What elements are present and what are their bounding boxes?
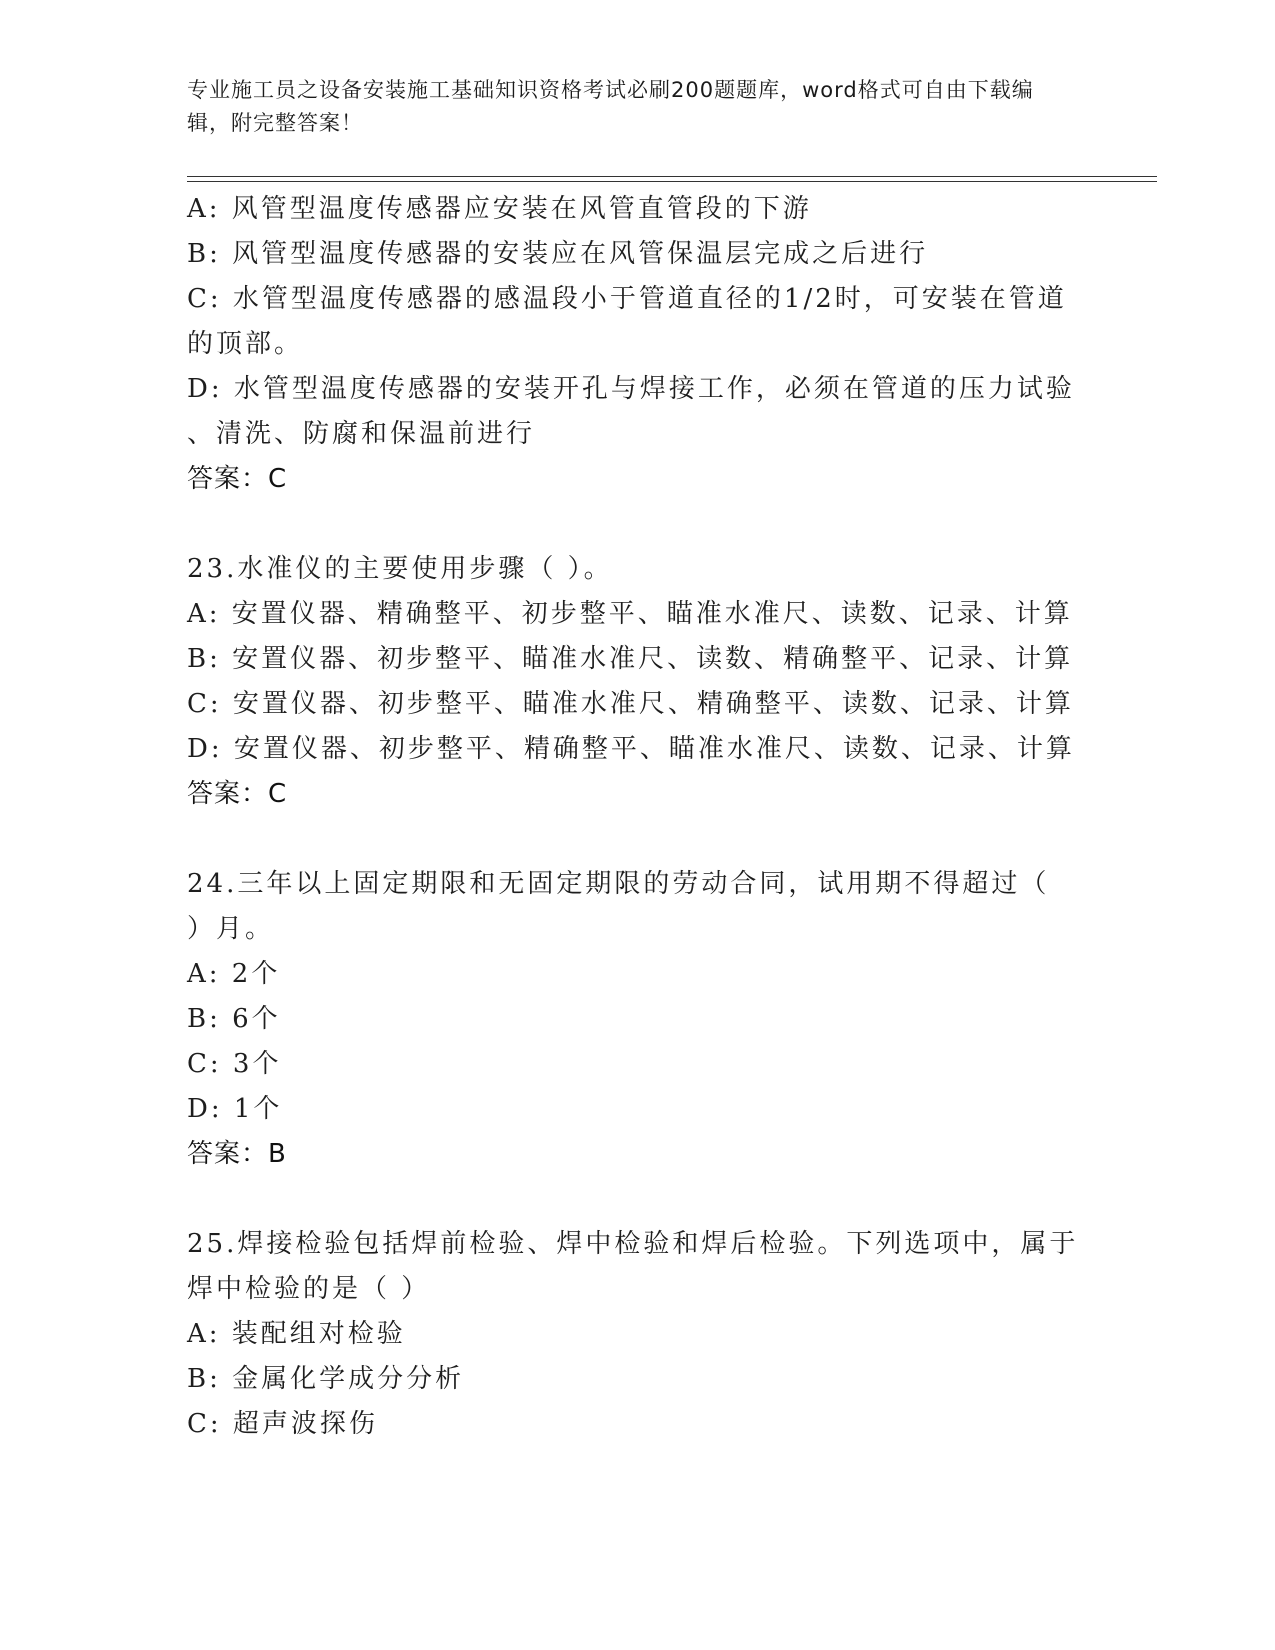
answer: 答案：C xyxy=(187,779,288,809)
question-25 xyxy=(187,1222,1087,1447)
question-text-continued: ）月。 xyxy=(187,914,275,944)
option-b: B: 安置仪器、初步整平、瞄准水准尺、读数、精确整平、记录、计算 xyxy=(187,644,1074,674)
question-24 xyxy=(187,862,1087,1177)
question-text: 23.水准仪的主要使用步骤（ ）。 xyxy=(187,554,613,584)
question-23 xyxy=(187,547,1087,817)
option-b: B: 风管型温度传感器的安装应在风管保温层完成之后进行 xyxy=(187,239,929,269)
question-text-continued: 焊中检验的是（ ） xyxy=(187,1274,431,1304)
option-b: B: 6个 xyxy=(187,1004,281,1034)
option-d: D: 安置仪器、初步整平、精确整平、瞄准水准尺、读数、记录、计算 xyxy=(187,734,1075,764)
question-text: 24.三年以上固定期限和无固定期限的劳动合同，试用期不得超过（ xyxy=(187,869,1050,899)
answer: 答案：B xyxy=(187,1139,287,1169)
document-title: 专业施工员之设备安装施工基础知识资格考试必刷200题题库，word格式可自由下载编辑，附完整答案！ xyxy=(187,78,1034,135)
option-b: B: 金属化学成分分析 xyxy=(187,1364,465,1394)
option-c-continued: 的顶部。 xyxy=(187,329,304,359)
option-a: A: 安置仪器、精确整平、初步整平、瞄准水准尺、读数、记录、计算 xyxy=(187,599,1073,629)
header-divider xyxy=(187,176,1157,182)
spacer xyxy=(187,817,1087,862)
option-c: C: 水管型温度传感器的感温段小于管道直径的1/2时，可安装在管道 xyxy=(187,284,1067,314)
spacer xyxy=(187,1177,1087,1222)
option-a: A: 装配组对检验 xyxy=(187,1319,406,1349)
option-d: D: 水管型温度传感器的安装开孔与焊接工作，必须在管道的压力试验 xyxy=(187,374,1075,404)
option-c: C: 超声波探伤 xyxy=(187,1409,378,1439)
option-d: D: 1个 xyxy=(187,1094,283,1124)
question-22-options xyxy=(187,187,1087,502)
option-a: A: 2个 xyxy=(187,959,281,989)
option-d-continued: 、清洗、防腐和保温前进行 xyxy=(187,419,536,449)
option-a: A: 风管型温度传感器应安装在风管直管段的下游 xyxy=(187,194,812,224)
answer: 答案：C xyxy=(187,464,288,494)
option-c: C: 3个 xyxy=(187,1049,282,1079)
spacer xyxy=(187,502,1087,547)
option-c: C: 安置仪器、初步整平、瞄准水准尺、精确整平、读数、记录、计算 xyxy=(187,689,1074,719)
question-text: 25.焊接检验包括焊前检验、焊中检验和焊后检验。下列选项中，属于 xyxy=(187,1229,1079,1259)
question-list xyxy=(187,187,1087,1447)
